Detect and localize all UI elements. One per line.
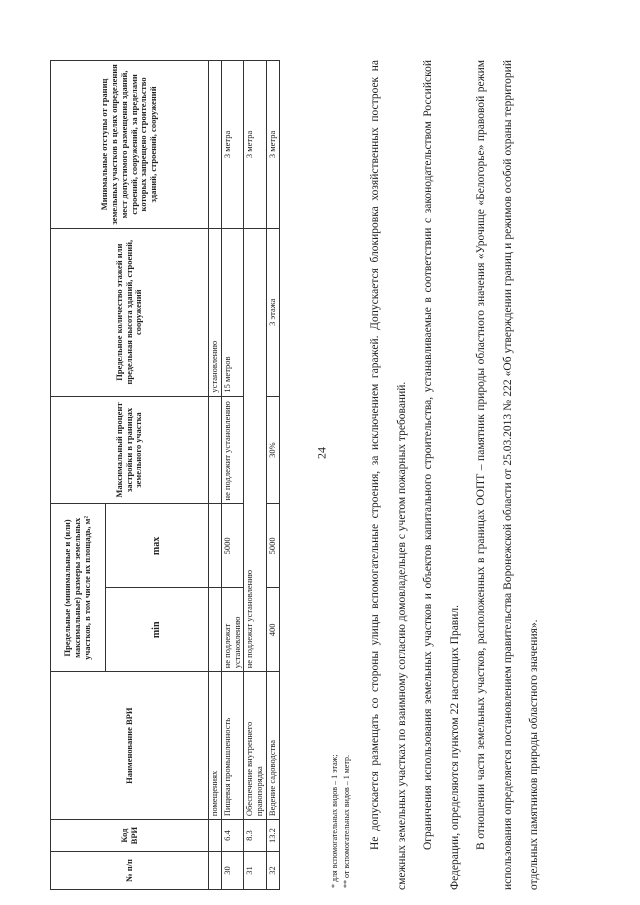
page-number: 24 [314,447,329,459]
cell-num: 30 [221,852,244,890]
header-floors: Предельное количество этажей или предельная высота зданий, строений, сооружений [51,228,209,396]
cell-floors: установлению [209,228,222,396]
cell-merged-values: не подлежат установлению [244,228,267,671]
header-max: max [106,504,209,588]
cell-min: не подлежат установлению [221,588,244,672]
table-continuation-row [209,61,222,890]
cell-name: помещениях [209,672,222,820]
zoning-parameters-table [50,60,280,890]
paragraph: Не допускается размещать со стороны улицы вспомогательные строения, за исключением гаражей. Допускается блокировка хозяйственных построек на смежных земельных участках по взаимному согласию домовладельцев с учетом пожарных требований. [369,60,408,890]
cell-setback: 3 метра [266,61,279,229]
cell-code: 13.2 [266,820,279,852]
header-setbacks: Минимальные отступы от границ земельных участков в целях определения мест допустимого размещения зданий, строений, сооружений, за пределами которых запрещено строительство зданий, строений, сооружений [51,61,209,229]
cell-percent: не подлежит установлению [221,396,244,504]
paragraph: В отношении части земельных участков, расположенных в границах ООПТ – памятник природы областного значения «Урочище «Белогорье» правовой режим использования определяется постановлением правительства Воронежской области от 25.03.2013 № 222 «Об утверждении границ и режимов особой охраны территорий отдельных памятников природы областного значения». [475,60,540,890]
cell-min: 400 [266,588,279,672]
table-row [266,61,279,890]
footnotes [329,755,353,888]
header-min: min [106,588,209,672]
table-row [221,61,244,890]
cell-setback: 3 метра [221,61,244,229]
footnote: * для вспомогательных видов – 1 этаж; [330,754,339,888]
cell-name: Пищевая промышленность [221,672,244,820]
cell-max: 5000 [266,504,279,588]
header-percent: Максимальный процент застройки в границах земельного участка [51,396,209,504]
header-code: Код ВРИ [51,820,209,852]
table-row [244,61,267,890]
cell-floors: 3 этажа [266,228,279,396]
cell-code: 6.4 [221,820,244,852]
header-sizes: Предельные (минимальные и (или) максимальные) размеры земельных участков, в том числе их площадь, м² [51,504,106,672]
table-header-row [51,61,106,890]
cell-max: 5000 [221,504,244,588]
rotated-page-content [50,10,610,890]
cell-name: Обеспечение внутреннего правопорядка [244,672,267,820]
header-name: Наименование ВРИ [51,672,209,820]
cell-num: 31 [244,852,267,890]
body-text [362,60,548,890]
cell-floors: 15 метров [221,228,244,396]
footnote: ** от вспомогательных видов – 1 метр. [342,755,351,888]
cell-percent: 30% [266,396,279,504]
cell-code: 8.3 [244,820,267,852]
cell-num: 32 [266,852,279,890]
paragraph: Ограничения использования земельных участков и объектов капитального строительства, устанавливаемые в соответствии с законодательством Российской Федерации, определяются пунктом 22 настоящих Правил. [422,60,461,890]
header-num: № п/п [51,852,209,890]
cell-name: Ведение садоводства [266,672,279,820]
cell-setback: 3 метра [244,61,267,229]
